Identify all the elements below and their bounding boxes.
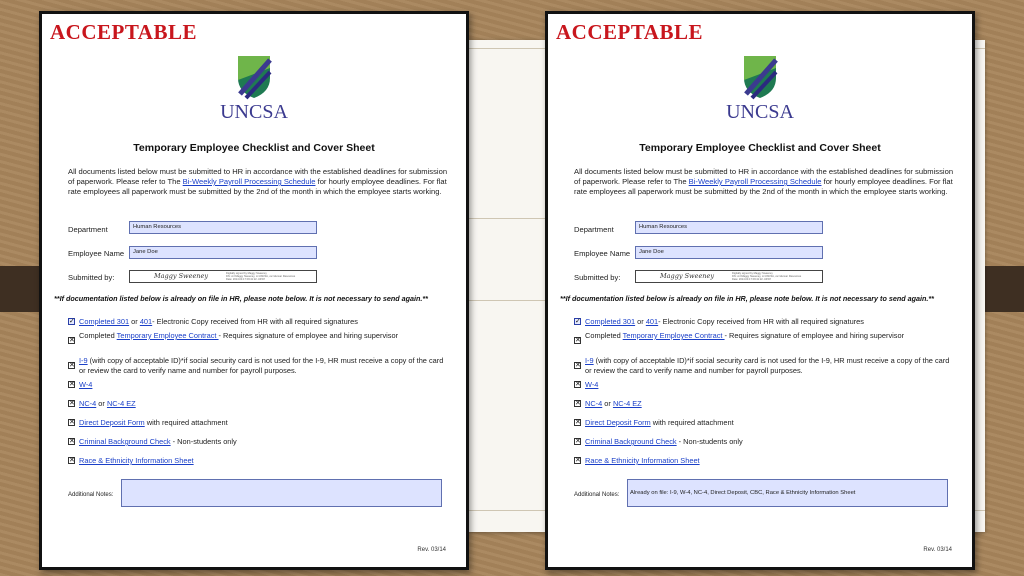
checkbox[interactable]: ✓ (69, 318, 75, 325)
department-label: Department (68, 225, 108, 234)
checkbox[interactable]: ✕ (69, 337, 75, 344)
uncsa-shield-logo (236, 54, 272, 100)
submitted-by-label: Submitted by: (68, 273, 115, 282)
signature-details: Digitally signed by Maggy Sweeney DN: cn=Maggy Sweeney, o=UNCSA, ou=Human Resources Date: 2014.03.17 09:41:22 -04'00' (732, 272, 802, 281)
employee-name-field[interactable]: Jane Doe (635, 246, 823, 259)
checkbox[interactable]: ✕ (575, 419, 581, 426)
document-link[interactable]: Direct Deposit Form (585, 418, 651, 427)
revision-label: Rev. 03/14 (923, 547, 952, 553)
signature-details: Digitally signed by Maggy Sweeney DN: cn=Maggy Sweeney, o=UNCSA, ou=Human Resources Date: 2014.03.17 09:41:22 -04'00' (226, 272, 296, 281)
document-link[interactable]: Criminal Background Check (79, 437, 171, 446)
document-link[interactable]: W-4 (585, 380, 599, 389)
document-link[interactable]: W-4 (79, 380, 93, 389)
document-link[interactable]: Completed 301 (79, 317, 130, 326)
document-link[interactable]: NC-4 (79, 399, 97, 408)
checklist-item-text: Direct Deposit Form with required attachment (79, 418, 228, 427)
document-link[interactable]: I-9 (79, 356, 88, 365)
department-field[interactable]: Human Resources (635, 221, 823, 234)
submitted-by-label: Submitted by: (574, 273, 621, 282)
checkbox[interactable]: ✕ (69, 400, 75, 407)
checkbox[interactable]: ✕ (69, 457, 75, 464)
checklist-item-text: Completed 301 or 401- Electronic Copy received from HR with all required signatures (585, 317, 864, 326)
additional-notes-field[interactable] (121, 479, 442, 507)
checkbox[interactable]: ✕ (69, 419, 75, 426)
checklist-item-text: Direct Deposit Form with required attachment (585, 418, 734, 427)
document-link[interactable]: Criminal Background Check (585, 437, 677, 446)
checkbox[interactable]: ✕ (575, 381, 581, 388)
document-right (545, 11, 975, 570)
checkbox[interactable]: ✕ (575, 438, 581, 445)
document-link[interactable]: NC-4 EZ (612, 399, 642, 408)
additional-notes-label: Additional Notes: (68, 492, 114, 498)
document-link[interactable]: Race & Ethnicity Information Sheet (585, 456, 700, 465)
document-link[interactable]: Completed 301 (585, 317, 636, 326)
checkbox[interactable]: ✓ (575, 318, 581, 325)
document-link[interactable]: 401 (645, 317, 659, 326)
revision-label: Rev. 03/14 (417, 547, 446, 553)
payroll-schedule-link[interactable]: Bi-Weekly Payroll Processing Schedule (688, 177, 822, 186)
checklist-item-text (79, 456, 448, 466)
checklist-item-text: NC-4 or NC-4 EZ (585, 399, 642, 408)
employee-name-field[interactable]: Jane Doe (129, 246, 317, 259)
document-link[interactable]: Temporary Employee Contract (622, 331, 725, 340)
checklist-item-text: Completed Temporary Employee Contract - Requires signature of employee and hiring supervisor (79, 331, 399, 340)
employee-name-label: Employee Name (68, 249, 125, 258)
checklist-item-text: I-9 (with copy of acceptable ID)*if social security card is not used for the I-9, HR must receive a copy of the card or review the card to verify name and number for payroll purposes. (79, 356, 444, 375)
document-link[interactable]: Direct Deposit Form (79, 418, 145, 427)
on-file-note: **If documentation listed below is already on file in HR, please note below. It is not necessary to send again.** (54, 294, 428, 303)
form-title: Temporary Employee Checklist and Cover Sheet (639, 142, 881, 154)
document-link[interactable]: NC-4 EZ (106, 399, 136, 408)
checklist-item-text (79, 380, 448, 390)
uncsa-wordmark: UNCSA (726, 101, 794, 123)
department-label: Department (574, 225, 614, 234)
checklist-item-text: Completed 301 or 401- Electronic Copy received from HR with all required signatures (79, 317, 358, 326)
document-link[interactable]: I-9 (585, 356, 594, 365)
checkbox[interactable]: ✕ (69, 362, 75, 369)
signature: Maggy Sweeney (154, 272, 209, 280)
checkbox[interactable]: ✕ (575, 457, 581, 464)
checkbox[interactable]: ✕ (575, 337, 581, 344)
uncsa-shield-logo (742, 54, 778, 100)
signature-field[interactable] (129, 270, 317, 283)
checklist-item-text: Criminal Background Check - Non-students only (585, 437, 743, 446)
intro-paragraph: All documents listed below must be submitted to HR in accordance with the established deadlines for submission of paperwork. Please refer to The Bi-Weekly Payroll Processing Schedule for hourly employee deadlines. For flat rate employees all paperwork must be submitted by the 2nd of the month in which the employee starts working. (68, 167, 448, 196)
employee-name-label: Employee Name (574, 249, 631, 258)
additional-notes-label: Additional Notes: (574, 492, 620, 498)
intro-paragraph: All documents listed below must be submitted to HR in accordance with the established deadlines for submission of paperwork. Please refer to The Bi-Weekly Payroll Processing Schedule for hourly employee deadlines. For flat rate employees all paperwork must be submitted by the 2nd of the month in which the employee starts working. (574, 167, 954, 196)
checkbox[interactable]: ✕ (575, 400, 581, 407)
checklist-item-text: Completed Temporary Employee Contract - Requires signature of employee and hiring supervisor (585, 331, 905, 340)
checklist-item-text: Criminal Background Check - Non-students only (79, 437, 237, 446)
checklist-item-text (585, 456, 954, 466)
uncsa-wordmark: UNCSA (220, 101, 288, 123)
checkbox[interactable]: ✕ (575, 362, 581, 369)
signature-field[interactable] (635, 270, 823, 283)
additional-notes-field[interactable]: Already on file: I-9, W-4, NC-4, Direct Deposit, CBC, Race & Ethnicity Information Sheet (627, 479, 948, 507)
on-file-note: **If documentation listed below is already on file in HR, please note below. It is not necessary to send again.** (560, 294, 934, 303)
document-link[interactable]: NC-4 (585, 399, 603, 408)
signature: Maggy Sweeney (660, 272, 715, 280)
document-link[interactable]: Temporary Employee Contract (116, 331, 219, 340)
document-link[interactable]: 401 (139, 317, 153, 326)
checkbox[interactable]: ✕ (69, 381, 75, 388)
payroll-schedule-link[interactable]: Bi-Weekly Payroll Processing Schedule (182, 177, 316, 186)
acceptable-stamp: ACCEPTABLE (556, 20, 703, 44)
document-link[interactable]: Race & Ethnicity Information Sheet (79, 456, 194, 465)
form-title: Temporary Employee Checklist and Cover Sheet (133, 142, 375, 154)
checklist-item-text: I-9 (with copy of acceptable ID)*if social security card is not used for the I-9, HR must receive a copy of the card or review the card to verify name and number for payroll purposes. (585, 356, 950, 375)
document-left (39, 11, 469, 570)
checklist-item-text (585, 380, 954, 390)
checklist-item-text: NC-4 or NC-4 EZ (79, 399, 136, 408)
checkbox[interactable]: ✕ (69, 438, 75, 445)
acceptable-stamp: ACCEPTABLE (50, 20, 197, 44)
department-field[interactable]: Human Resources (129, 221, 317, 234)
background-paper-left (466, 40, 556, 532)
